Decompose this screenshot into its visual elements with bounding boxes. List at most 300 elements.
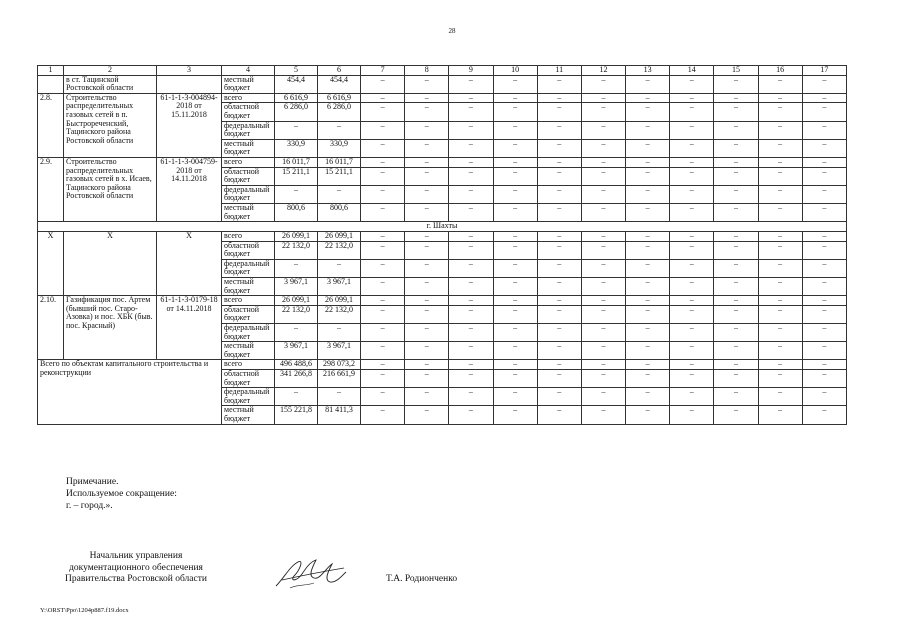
value-col-12: – [581, 103, 625, 121]
value-col-12: – [581, 185, 625, 203]
value-col-16: – [758, 121, 802, 139]
value-col-8: – [405, 324, 449, 342]
value-col-12: – [581, 241, 625, 259]
file-path: Y:\ORST\Ppo\1204p887.f19.docx [40, 607, 129, 614]
handwritten-signature [270, 556, 350, 592]
header-cell: 1 [38, 66, 64, 76]
table-row [38, 93, 847, 103]
value-col-9: – [449, 203, 493, 221]
value-col-5: 330,9 [275, 139, 318, 157]
header-cell: 17 [802, 66, 846, 76]
value-col-12: – [581, 342, 625, 360]
value-col-9: – [449, 93, 493, 103]
table-row [38, 232, 847, 242]
value-col-10: – [493, 370, 537, 388]
value-col-5: 26 099,1 [275, 296, 318, 306]
value-col-14: – [670, 75, 714, 93]
table-row [38, 75, 847, 93]
value-col-10: – [493, 259, 537, 277]
value-col-8: – [405, 121, 449, 139]
value-col-11: – [537, 75, 581, 93]
value-col-5: – [275, 259, 318, 277]
value-col-6: 6 616,9 [318, 93, 361, 103]
value-col-11: – [537, 388, 581, 406]
note-block [66, 476, 177, 512]
item-number: 2.9. [38, 157, 64, 221]
value-col-11: – [537, 121, 581, 139]
value-col-9: – [449, 388, 493, 406]
value-col-6: 26 099,1 [318, 296, 361, 306]
value-col-12: – [581, 406, 625, 424]
value-col-12: – [581, 278, 625, 296]
note-line-1: Используемое сокращение: [66, 489, 177, 499]
value-col-8: – [405, 296, 449, 306]
value-col-6: – [318, 185, 361, 203]
value-col-10: – [493, 241, 537, 259]
value-col-16: – [758, 203, 802, 221]
value-col-15: – [714, 203, 758, 221]
value-col-9: – [449, 157, 493, 167]
value-col-6: 6 286,0 [318, 103, 361, 121]
value-col-8: – [405, 139, 449, 157]
value-col-10: – [493, 75, 537, 93]
value-col-8: – [405, 342, 449, 360]
table-row [38, 360, 847, 370]
value-col-10: – [493, 296, 537, 306]
value-col-7: – [361, 75, 405, 93]
value-col-15: – [714, 232, 758, 242]
value-col-16: – [758, 103, 802, 121]
value-col-6: 3 967,1 [318, 342, 361, 360]
position-line-1: Начальник управления [89, 551, 183, 561]
table-header-row [38, 66, 847, 76]
value-col-6: 454,4 [318, 75, 361, 93]
value-col-12: – [581, 305, 625, 323]
value-col-14: – [670, 370, 714, 388]
value-col-12: – [581, 296, 625, 306]
object-name: Х [64, 232, 157, 296]
value-col-7: – [361, 370, 405, 388]
value-col-17: – [802, 388, 846, 406]
value-col-15: – [714, 121, 758, 139]
value-col-5: – [275, 185, 318, 203]
value-col-12: – [581, 360, 625, 370]
value-col-5: 3 967,1 [275, 342, 318, 360]
budget-table [37, 65, 847, 425]
value-col-16: – [758, 370, 802, 388]
value-col-17: – [802, 103, 846, 121]
value-col-11: – [537, 139, 581, 157]
value-col-6: 298 073,2 [318, 360, 361, 370]
value-col-13: – [626, 121, 670, 139]
value-col-7: – [361, 139, 405, 157]
value-col-6: 81 411,3 [318, 406, 361, 424]
value-col-9: – [449, 305, 493, 323]
funding-source: областной бюджет [222, 167, 275, 185]
value-col-10: – [493, 406, 537, 424]
value-col-11: – [537, 203, 581, 221]
value-col-12: – [581, 324, 625, 342]
value-col-8: – [405, 259, 449, 277]
value-col-5: – [275, 121, 318, 139]
value-col-5: 155 221,8 [275, 406, 318, 424]
value-col-10: – [493, 388, 537, 406]
value-col-5: 496 488,6 [275, 360, 318, 370]
value-col-6: – [318, 324, 361, 342]
funding-source: областной бюджет [222, 241, 275, 259]
value-col-13: – [626, 75, 670, 93]
value-col-5: 22 132,0 [275, 305, 318, 323]
value-col-12: – [581, 203, 625, 221]
value-col-5: – [275, 388, 318, 406]
document-ref: 61-1-1-3-0179-18 от 14.11.2018 [157, 296, 222, 360]
value-col-8: – [405, 232, 449, 242]
value-col-5: 341 266,8 [275, 370, 318, 388]
value-col-9: – [449, 406, 493, 424]
value-col-10: – [493, 139, 537, 157]
value-col-15: – [714, 185, 758, 203]
value-col-5: 6 286,0 [275, 103, 318, 121]
value-col-13: – [626, 360, 670, 370]
header-cell: 7 [361, 66, 405, 76]
value-col-8: – [405, 157, 449, 167]
value-col-7: – [361, 167, 405, 185]
value-col-9: – [449, 360, 493, 370]
funding-source: федеральный бюджет [222, 388, 275, 406]
value-col-9: – [449, 185, 493, 203]
value-col-10: – [493, 305, 537, 323]
value-col-12: – [581, 157, 625, 167]
header-cell: 13 [626, 66, 670, 76]
value-col-8: – [405, 406, 449, 424]
value-col-13: – [626, 296, 670, 306]
value-col-7: – [361, 121, 405, 139]
value-col-8: – [405, 278, 449, 296]
value-col-10: – [493, 232, 537, 242]
value-col-11: – [537, 185, 581, 203]
value-col-15: – [714, 342, 758, 360]
value-col-11: – [537, 370, 581, 388]
value-col-5: 800,6 [275, 203, 318, 221]
funding-source: всего [222, 232, 275, 242]
value-col-16: – [758, 241, 802, 259]
value-col-5: – [275, 324, 318, 342]
value-col-13: – [626, 305, 670, 323]
value-col-17: – [802, 342, 846, 360]
value-col-13: – [626, 324, 670, 342]
value-col-10: – [493, 157, 537, 167]
value-col-11: – [537, 93, 581, 103]
item-number: Х [38, 232, 64, 296]
value-col-14: – [670, 360, 714, 370]
value-col-7: – [361, 278, 405, 296]
value-col-17: – [802, 406, 846, 424]
header-cell: 12 [581, 66, 625, 76]
value-col-10: – [493, 167, 537, 185]
document-ref [157, 75, 222, 93]
funding-source: федеральный бюджет [222, 185, 275, 203]
value-col-6: 800,6 [318, 203, 361, 221]
value-col-13: – [626, 388, 670, 406]
value-col-7: – [361, 203, 405, 221]
value-col-14: – [670, 406, 714, 424]
header-cell: 11 [537, 66, 581, 76]
funding-source: всего [222, 93, 275, 103]
value-col-15: – [714, 360, 758, 370]
value-col-7: – [361, 305, 405, 323]
value-col-8: – [405, 75, 449, 93]
value-col-15: – [714, 93, 758, 103]
value-col-9: – [449, 370, 493, 388]
value-col-17: – [802, 157, 846, 167]
value-col-13: – [626, 342, 670, 360]
value-col-11: – [537, 103, 581, 121]
value-col-13: – [626, 259, 670, 277]
value-col-7: – [361, 406, 405, 424]
value-col-6: 22 132,0 [318, 241, 361, 259]
value-col-9: – [449, 167, 493, 185]
funding-source: всего [222, 296, 275, 306]
value-col-16: – [758, 232, 802, 242]
value-col-9: – [449, 75, 493, 93]
value-col-7: – [361, 388, 405, 406]
value-col-9: – [449, 103, 493, 121]
document-ref: 61-1-1-3-004894-2018 от 15.11.2018 [157, 93, 222, 157]
value-col-15: – [714, 388, 758, 406]
value-col-9: – [449, 324, 493, 342]
value-col-5: 15 211,1 [275, 167, 318, 185]
value-col-14: – [670, 121, 714, 139]
value-col-14: – [670, 103, 714, 121]
value-col-13: – [626, 241, 670, 259]
value-col-13: – [626, 203, 670, 221]
value-col-9: – [449, 232, 493, 242]
header-cell: 6 [318, 66, 361, 76]
value-col-14: – [670, 324, 714, 342]
value-col-14: – [670, 388, 714, 406]
value-col-7: – [361, 342, 405, 360]
value-col-10: – [493, 203, 537, 221]
value-col-17: – [802, 324, 846, 342]
value-col-12: – [581, 121, 625, 139]
value-col-5: 6 616,9 [275, 93, 318, 103]
value-col-16: – [758, 296, 802, 306]
signatory-name: Т.А. Родионченко [386, 574, 458, 584]
value-col-12: – [581, 93, 625, 103]
value-col-11: – [537, 232, 581, 242]
value-col-6: 330,9 [318, 139, 361, 157]
value-col-12: – [581, 232, 625, 242]
funding-source: областной бюджет [222, 370, 275, 388]
value-col-10: – [493, 360, 537, 370]
value-col-10: – [493, 324, 537, 342]
value-col-16: – [758, 388, 802, 406]
header-cell: 5 [275, 66, 318, 76]
value-col-8: – [405, 241, 449, 259]
funding-source: местный бюджет [222, 342, 275, 360]
item-number: 2.8. [38, 93, 64, 157]
document-ref: 61-1-1-3-004759-2018 от 14.11.2018 [157, 157, 222, 221]
value-col-16: – [758, 324, 802, 342]
value-col-16: – [758, 259, 802, 277]
document-ref: Х [157, 232, 222, 296]
value-col-17: – [802, 370, 846, 388]
section-title: г. Шахты [38, 222, 847, 232]
value-col-8: – [405, 103, 449, 121]
value-col-14: – [670, 259, 714, 277]
value-col-7: – [361, 185, 405, 203]
value-col-17: – [802, 139, 846, 157]
funding-source: местный бюджет [222, 278, 275, 296]
value-col-8: – [405, 305, 449, 323]
value-col-8: – [405, 93, 449, 103]
value-col-15: – [714, 241, 758, 259]
value-col-7: – [361, 232, 405, 242]
header-cell: 10 [493, 66, 537, 76]
value-col-14: – [670, 241, 714, 259]
value-col-17: – [802, 296, 846, 306]
value-col-11: – [537, 342, 581, 360]
value-col-13: – [626, 232, 670, 242]
value-col-17: – [802, 203, 846, 221]
section-row [38, 222, 847, 232]
value-col-14: – [670, 278, 714, 296]
value-col-10: – [493, 103, 537, 121]
value-col-14: – [670, 203, 714, 221]
value-col-13: – [626, 278, 670, 296]
value-col-14: – [670, 342, 714, 360]
position-line-3: Правительства Ростовской области [65, 574, 207, 584]
value-col-13: – [626, 103, 670, 121]
value-col-15: – [714, 324, 758, 342]
item-number [38, 75, 64, 93]
value-col-13: – [626, 370, 670, 388]
value-col-17: – [802, 75, 846, 93]
value-col-11: – [537, 360, 581, 370]
value-col-17: – [802, 93, 846, 103]
value-col-15: – [714, 167, 758, 185]
value-col-15: – [714, 278, 758, 296]
object-name: Строительство распределительных газовых сетей в п. Быстрореченский, Тацинского района Ростовской области [64, 93, 157, 157]
value-col-14: – [670, 157, 714, 167]
value-col-12: – [581, 388, 625, 406]
note-line-2: г. – город.». [66, 501, 113, 511]
value-col-14: – [670, 93, 714, 103]
value-col-13: – [626, 139, 670, 157]
table-row [38, 157, 847, 167]
value-col-5: 26 099,1 [275, 232, 318, 242]
value-col-8: – [405, 167, 449, 185]
value-col-13: – [626, 167, 670, 185]
value-col-7: – [361, 103, 405, 121]
signatory-position [36, 551, 236, 586]
value-col-8: – [405, 360, 449, 370]
value-col-5: 22 132,0 [275, 241, 318, 259]
table-row [38, 296, 847, 306]
value-col-15: – [714, 305, 758, 323]
value-col-15: – [714, 259, 758, 277]
value-col-16: – [758, 157, 802, 167]
value-col-7: – [361, 241, 405, 259]
value-col-6: 3 967,1 [318, 278, 361, 296]
item-number: 2.10. [38, 296, 64, 360]
header-cell: 3 [157, 66, 222, 76]
value-col-14: – [670, 232, 714, 242]
value-col-16: – [758, 185, 802, 203]
value-col-10: – [493, 342, 537, 360]
value-col-14: – [670, 139, 714, 157]
value-col-11: – [537, 324, 581, 342]
value-col-9: – [449, 241, 493, 259]
value-col-12: – [581, 139, 625, 157]
value-col-9: – [449, 259, 493, 277]
value-col-13: – [626, 406, 670, 424]
value-col-9: – [449, 296, 493, 306]
value-col-14: – [670, 167, 714, 185]
object-name: Газификация пос. Артем (бывший пос. Старо-Азовка) и пос. ХБК (быв. пос. Красный) [64, 296, 157, 360]
value-col-16: – [758, 167, 802, 185]
funding-source: местный бюджет [222, 75, 275, 93]
value-col-17: – [802, 360, 846, 370]
header-cell: 16 [758, 66, 802, 76]
value-col-14: – [670, 296, 714, 306]
value-col-6: 22 132,0 [318, 305, 361, 323]
value-col-11: – [537, 167, 581, 185]
value-col-9: – [449, 121, 493, 139]
value-col-14: – [670, 185, 714, 203]
value-col-8: – [405, 388, 449, 406]
value-col-16: – [758, 342, 802, 360]
value-col-6: – [318, 259, 361, 277]
value-col-7: – [361, 324, 405, 342]
value-col-16: – [758, 75, 802, 93]
funding-source: областной бюджет [222, 103, 275, 121]
value-col-6: 216 661,9 [318, 370, 361, 388]
value-col-11: – [537, 296, 581, 306]
header-cell: 4 [222, 66, 275, 76]
value-col-12: – [581, 370, 625, 388]
value-col-11: – [537, 157, 581, 167]
funding-source: всего [222, 360, 275, 370]
value-col-9: – [449, 278, 493, 296]
header-cell: 9 [449, 66, 493, 76]
total-label: Всего по объектам капитального строительства и реконструкции [38, 360, 222, 424]
value-col-9: – [449, 342, 493, 360]
value-col-6: – [318, 388, 361, 406]
value-col-7: – [361, 93, 405, 103]
value-col-16: – [758, 93, 802, 103]
value-col-10: – [493, 278, 537, 296]
value-col-7: – [361, 259, 405, 277]
funding-source: местный бюджет [222, 406, 275, 424]
value-col-13: – [626, 157, 670, 167]
value-col-7: – [361, 157, 405, 167]
value-col-16: – [758, 360, 802, 370]
value-col-15: – [714, 296, 758, 306]
value-col-5: 454,4 [275, 75, 318, 93]
object-name: в ст. Тацинской Ростовской области [64, 75, 157, 93]
value-col-17: – [802, 278, 846, 296]
value-col-5: 16 011,7 [275, 157, 318, 167]
funding-source: федеральный бюджет [222, 121, 275, 139]
value-col-6: 16 011,7 [318, 157, 361, 167]
funding-source: местный бюджет [222, 139, 275, 157]
value-col-16: – [758, 406, 802, 424]
header-cell: 8 [405, 66, 449, 76]
value-col-6: – [318, 121, 361, 139]
value-col-16: – [758, 278, 802, 296]
value-col-10: – [493, 121, 537, 139]
